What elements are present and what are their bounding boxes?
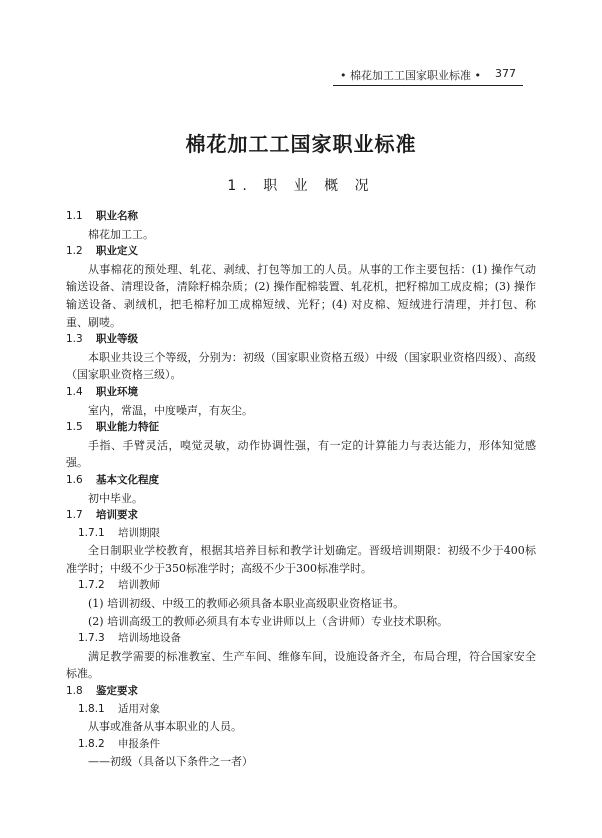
page-number: 377 bbox=[495, 67, 516, 80]
paragraph-1-6: 初中毕业。 bbox=[88, 491, 143, 505]
paragraph-1-4: 室内，常温，中度噪声，有灰尘。 bbox=[88, 403, 253, 417]
section-heading-1-8: 1.8 鉴定要求 bbox=[66, 685, 138, 698]
document-body bbox=[66, 208, 536, 771]
paragraph-1-3: 本职业共设三个等级，分别为：初级（国家职业资格五级）中级（国家职业资格四级）、高级（国家职业资格三级）。 bbox=[66, 350, 536, 382]
section-heading-1-5: 1.5 职业能力特征 bbox=[66, 421, 159, 434]
subsection-heading-1-8-2: 1.8.2 申报条件 bbox=[78, 737, 160, 750]
section-heading-1-6: 1.6 基本文化程度 bbox=[66, 473, 159, 486]
paragraph-1-8-2: ——初级（具备以下条件之一者） bbox=[88, 755, 253, 769]
section-heading-1-4: 1.4 职业环境 bbox=[66, 385, 138, 398]
section-heading-1-7: 1.7 培训要求 bbox=[66, 509, 138, 522]
running-title: • 棉花加工工国家职业标准 • bbox=[340, 69, 481, 82]
subsection-heading-1-7-3: 1.7.3 培训场地设备 bbox=[78, 632, 181, 645]
subsection-heading-1-7-2: 1.7.2 培训教师 bbox=[78, 579, 160, 592]
section-heading-1-2: 1.2 职业定义 bbox=[66, 245, 138, 258]
paragraph-1-7-1: 全日制职业学校教育，根据其培养目标和教学计划确定。晋级培训期限：初级不少于400标准学时；中级不少于350标准学时；高级不少于300标准学时。 bbox=[66, 544, 536, 575]
paragraph-1-2: 从事棉花的预处理、轧花、剥绒、打包等加工的人员。从事的工作主要包括：(1) 操作气动输送设备、清理设备，清除籽棉杂质；(2) 操作配棉装置、轧花机，把籽棉加工成皮棉；(3) 操作输送设备、剥绒机，把毛棉籽加工成棉短绒、光籽；(4) 对皮棉、短绒进行清理，并打包、称重、刷唛。 bbox=[66, 262, 536, 329]
section-heading-1-1: 1.1 职业名称 bbox=[66, 210, 138, 222]
paragraph-1-7-2b: (2) 培训高级工的教师必须具有本专业讲师以上（含讲师）专业技术职称。 bbox=[88, 614, 449, 628]
paragraph-1-5: 手指、手臂灵活，嗅觉灵敏，动作协调性强，有一定的计算能力与表达能力，形体知觉感强。 bbox=[66, 438, 536, 470]
paragraph-1-7-2a: (1) 培训初级、中级工的教师必须具备本职业高级职业资格证书。 bbox=[88, 597, 405, 611]
paragraph-1-1: 棉花加工工。 bbox=[88, 227, 154, 241]
chapter-title: 1. 职 业 概 况 bbox=[227, 178, 375, 194]
header-rule bbox=[333, 85, 523, 86]
paragraph-1-8-1: 从事或准备从事本职业的人员。 bbox=[88, 720, 242, 734]
paragraph-1-7-3: 满足教学需要的标准教室、生产车间、维修车间，设施设备齐全，布局合理，符合国家安全标准。 bbox=[66, 649, 536, 681]
subsection-heading-1-7-1: 1.7.1 培训期限 bbox=[78, 526, 160, 539]
document-title: 棉花加工工国家职业标准 bbox=[185, 132, 417, 156]
subsection-heading-1-8-1: 1.8.1 适用对象 bbox=[78, 702, 160, 715]
section-heading-1-3: 1.3 职业等级 bbox=[66, 333, 138, 346]
